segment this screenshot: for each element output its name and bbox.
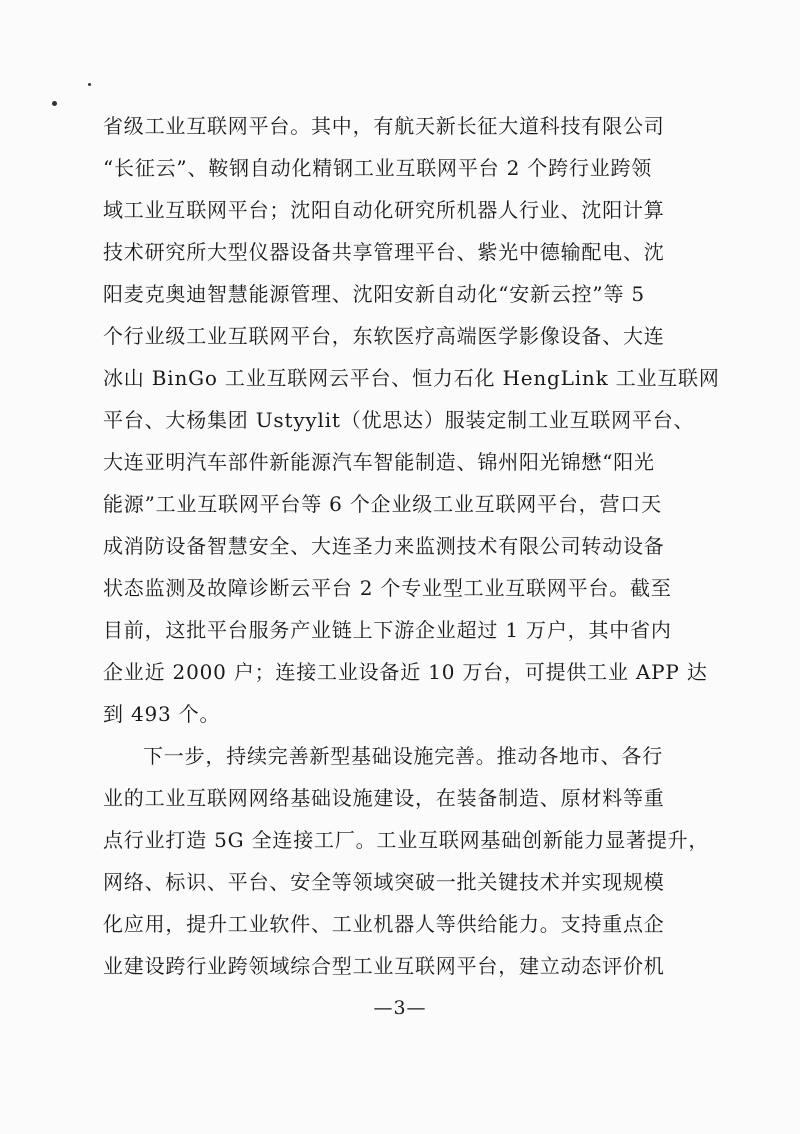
text-line: 到 493 个。	[103, 702, 221, 726]
scan-mark	[88, 83, 91, 86]
text-line: 个行业级工业互联网平台，东软医疗高端医学影像设备、大连	[103, 324, 665, 348]
paragraph-first-line: 下一步，持续完善新型基础设施完善。推动各地市、各行	[143, 744, 663, 768]
text-line: 技术研究所大型仪器设备共享管理平台、紫光中德输配电、沈	[103, 240, 665, 264]
text-line: 冰山 BinGo 工业互联网云平台、恒力石化 HengLink 工业互联网	[103, 366, 720, 390]
text-line: 能源”工业互联网平台等 6 个企业级工业互联网平台，营口天	[103, 492, 662, 516]
text-line: 大连亚明汽车部件新能源汽车智能制造、锦州阳光锦懋“阳光	[103, 450, 655, 474]
text-line: 化应用，提升工业软件、工业机器人等供给能力。支持重点企	[103, 912, 665, 936]
text-line: 状态监测及故障诊断云平台 2 个专业型工业互联网平台。截至	[103, 576, 672, 600]
text-line: 业建设跨行业跨领域综合型工业互联网平台，建立动态评价机	[103, 954, 665, 978]
text-line: 平台、大杨集团 Ustyylit（优思达）服装定制工业互联网平台、	[103, 408, 695, 432]
text-line: 阳麦克奥迪智慧能源管理、沈阳安新自动化“安新云控”等 5	[103, 282, 645, 306]
text-line: 域工业互联网平台；沈阳自动化研究所机器人行业、沈阳计算	[103, 198, 665, 222]
text-line: 省级工业互联网平台。其中，有航天新长征大道科技有限公司	[103, 114, 665, 138]
text-line: 目前，这批平台服务产业链上下游企业超过 1 万户，其中省内	[103, 618, 672, 642]
page-number: —3—	[373, 997, 427, 1019]
text-line: 点行业打造 5G 全连接工厂。工业互联网基础创新能力显著提升，	[103, 828, 710, 852]
text-line: 成消防设备智慧安全、大连圣力来监测技术有限公司转动设备	[103, 534, 665, 558]
text-line: 网络、标识、平台、安全等领域突破一批关键技术并实现规模	[103, 870, 665, 894]
text-line: 企业近 2000 户；连接工业设备近 10 万台，可提供工业 APP 达	[103, 660, 708, 684]
scan-mark	[52, 101, 57, 106]
text-line: 业的工业互联网网络基础设施建设，在装备制造、原材料等重	[103, 786, 665, 810]
text-line: “长征云”、鞍钢自动化精钢工业互联网平台 2 个跨行业跨领	[103, 156, 653, 180]
